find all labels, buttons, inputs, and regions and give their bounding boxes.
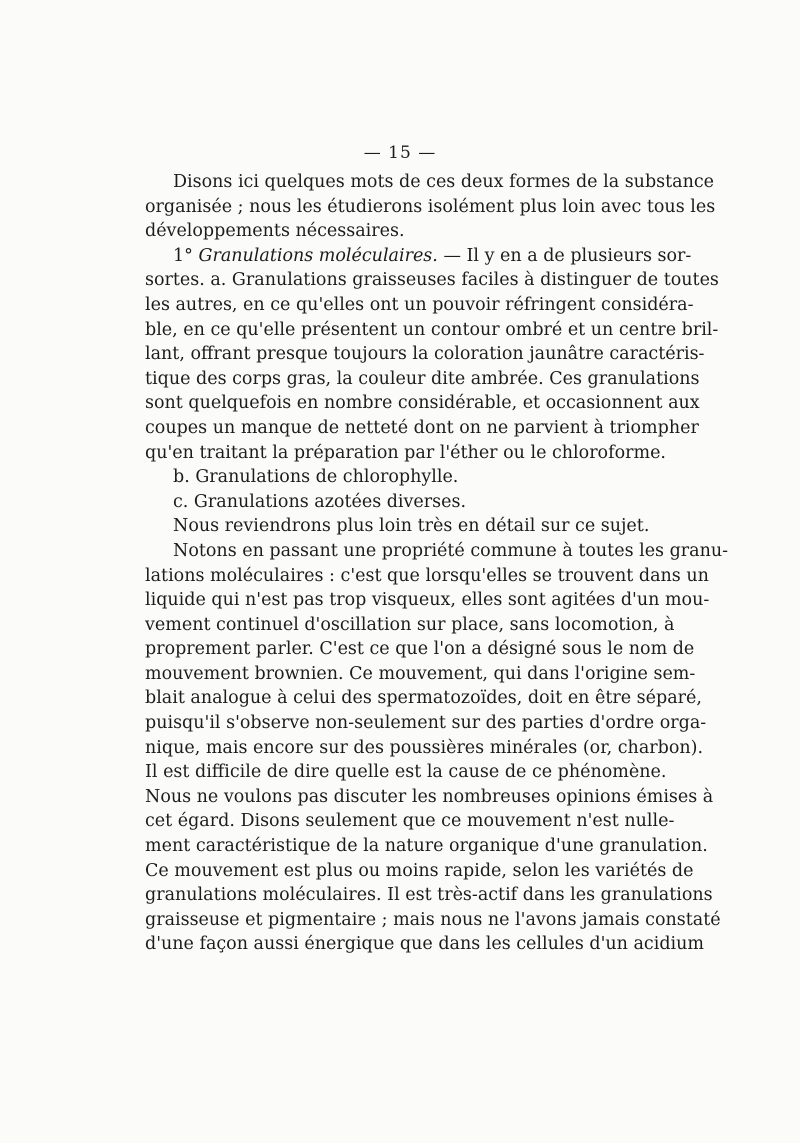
text-line: Nous ne voulons pas discuter les nombreuses opinions émises à — [145, 786, 714, 807]
text-line: d'une façon aussi énergique que dans les cellules d'un acidium — [145, 934, 704, 955]
text-line: sortes. a. Granulations graisseuses faciles à distinguer de toutes — [145, 270, 719, 291]
text-line: organisée ; nous les étudierons isolément plus loin avec tous les — [145, 196, 716, 217]
section-title: Granulations moléculaires. — [198, 245, 438, 266]
text-line: développements nécessaires. — [145, 221, 405, 242]
text-line: nique, mais encore sur des poussières minérales (or, charbon). — [145, 737, 704, 758]
text-line: sont quelquefois en nombre considérable, et occasionnent aux — [145, 393, 700, 414]
text-line: Disons ici quelques mots de ces deux formes de la substance — [173, 172, 715, 192]
text-line: les autres, en ce qu'elles ont un pouvoir réfringent considéra- — [145, 294, 694, 315]
list-item: c. Granulations azotées diverses. — [173, 491, 467, 512]
text-line: graisseuse et pigmentaire ; mais nous ne l'avons jamais constaté — [145, 909, 721, 930]
text-line: ble, en ce qu'elle présentent un contour ombré et un centre bril- — [145, 319, 719, 340]
text-line: vement continuel d'oscillation sur place, sans locomotion, à — [145, 614, 675, 635]
text-line: liquide qui n'est pas trop visqueux, elles sont agitées d'un mou- — [145, 590, 710, 611]
text-line: cet égard. Disons seulement que ce mouvement n'est nulle- — [145, 811, 675, 832]
text-line: lations moléculaires : c'est que lorsqu'elles se trouvent dans un — [145, 565, 709, 586]
text-line: granulations moléculaires. Il est très-actif dans les granulations — [145, 885, 713, 906]
text-line: blait analogue à celui des spermatozoïdes, doit en être séparé, — [145, 688, 702, 709]
text-line: Ce mouvement est plus ou moins rapide, selon les variétés de — [145, 860, 694, 881]
text-line: coupes un manque de netteté dont on ne parvient à triompher — [145, 417, 699, 438]
section-number: 1° — [173, 245, 193, 266]
text-line: tique des corps gras, la couleur dite ambrée. Ces granulations — [145, 368, 700, 389]
text-line: lant, offrant presque toujours la coloration jaunâtre caractéris- — [145, 344, 705, 365]
text-line: Il est difficile de dire quelle est la cause de ce phénomène. — [145, 762, 667, 783]
section-heading-rest: — Il y en a de plusieurs sor- — [443, 245, 692, 266]
page-number: — 15 — — [363, 143, 437, 163]
list-item: b. Granulations de chlorophylle. — [173, 467, 459, 488]
section-heading-line — [145, 244, 692, 269]
text-line: Nous reviendrons plus loin très en détail sur ce sujet. — [173, 516, 650, 537]
text-line: Notons en passant une propriété commune à toutes les granu- — [173, 540, 729, 561]
body-text — [145, 170, 729, 957]
text-line: mouvement brownien. Ce mouvement, qui dans l'origine sem- — [145, 663, 696, 684]
text-line: proprement parler. C'est ce que l'on a désigné sous le nom de — [145, 639, 695, 660]
text-line: qu'en traitant la préparation par l'éther ou le chloroforme. — [145, 442, 666, 463]
text-line: ment caractéristique de la nature organique d'une granulation. — [145, 836, 708, 857]
text-line: puisqu'il s'observe non-seulement sur des parties d'ordre orga- — [145, 713, 707, 734]
